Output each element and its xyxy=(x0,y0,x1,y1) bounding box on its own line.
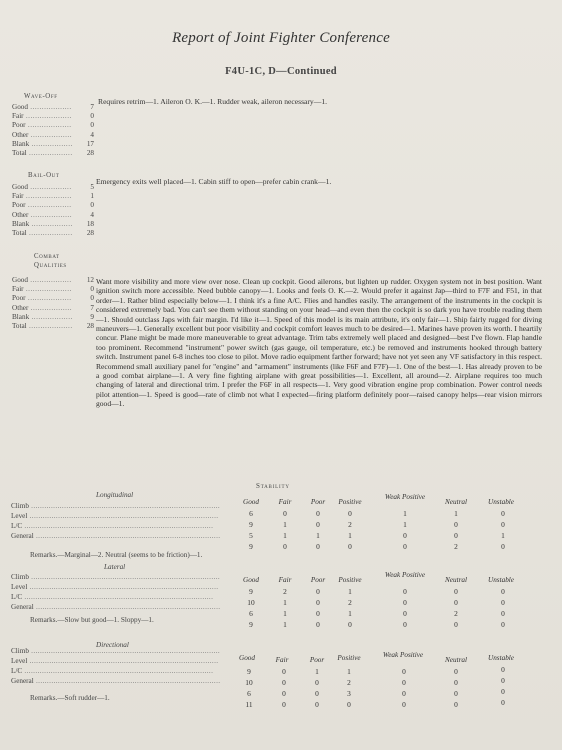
col-weak-positive: Weak Positive xyxy=(382,651,424,659)
longitudinal-heading: Longitudinal xyxy=(96,491,134,499)
stat-label: Poor ..... xyxy=(12,294,72,303)
stat-label: Good ..... xyxy=(12,103,72,112)
cell: 1 xyxy=(403,520,407,529)
stat-label: Blank ..... xyxy=(12,140,72,149)
cell: 0 xyxy=(316,542,320,551)
stat-value: 5 xyxy=(90,183,94,191)
col-fair: Fair xyxy=(278,498,292,506)
stat-label: Fair ..... xyxy=(12,285,72,294)
stat-value: 4 xyxy=(90,130,94,139)
cell: 9 xyxy=(249,620,253,629)
lateral-remark: Remarks.—Slow but good—1. Sloppy—1. xyxy=(30,616,154,624)
stat-value: 7 xyxy=(90,103,94,111)
long-row-lc: L/C ..... xyxy=(11,522,221,530)
cell: 0 xyxy=(315,689,319,698)
cell: 0 xyxy=(501,509,505,518)
cell: 0 xyxy=(501,676,505,685)
cell: 0 xyxy=(501,520,505,529)
stat-row xyxy=(12,211,94,220)
col-weak-positive: Weak Positive xyxy=(384,571,426,579)
longitudinal-remark: Remarks.—Marginal—2. Neutral (seems to be friction)—1. xyxy=(30,551,203,559)
stat-value: 28 xyxy=(86,148,94,157)
stat-label: Total ..... xyxy=(12,229,72,238)
stat-label: Blank ..... xyxy=(12,220,72,229)
dir-row-level: Level ..... xyxy=(11,657,221,665)
col-positive: Positive xyxy=(337,654,361,662)
combat-heading-line2: Qualities xyxy=(34,262,67,269)
stat-row xyxy=(12,276,94,285)
lat-row-lc: L/C ..... xyxy=(11,593,221,601)
cell: 0 xyxy=(316,609,320,618)
lat-row-level: Level ..... xyxy=(11,583,221,591)
stat-value: 12 xyxy=(86,276,94,284)
cell: 1 xyxy=(316,531,320,540)
stat-row xyxy=(12,183,94,192)
stat-row xyxy=(12,285,94,294)
stat-row xyxy=(12,229,94,238)
dir-row-climb: Climb ..... xyxy=(11,647,221,655)
cell: 0 xyxy=(454,689,458,698)
bail-out-remark: Emergency exits well placed—1. Cabin stiff to open—prefer cabin crank—1. xyxy=(96,177,332,186)
cell: 2 xyxy=(283,587,287,596)
cell: 0 xyxy=(454,598,458,607)
cell: 10 xyxy=(247,598,255,607)
stat-label: Blank ..... xyxy=(12,313,72,322)
stat-label: Poor ..... xyxy=(12,121,72,130)
cell: 0 xyxy=(501,620,505,629)
stat-value: 17 xyxy=(86,139,94,148)
stat-value: 0 xyxy=(90,112,94,121)
stat-value: 0 xyxy=(90,121,94,130)
col-good: Good xyxy=(239,654,255,662)
stat-value: 9 xyxy=(90,312,94,321)
cell: 0 xyxy=(403,598,407,607)
stat-value: 7 xyxy=(90,303,94,312)
cell: 2 xyxy=(348,520,352,529)
cell: 11 xyxy=(245,700,253,709)
col-unstable: Unstable xyxy=(488,576,514,584)
stat-label: Total ..... xyxy=(12,149,72,158)
lat-row-climb: Climb ..... xyxy=(11,573,221,581)
wave-off-stats xyxy=(12,103,94,158)
wave-off-heading: Wave-Off xyxy=(24,93,58,100)
cell: 1 xyxy=(283,609,287,618)
cell: 0 xyxy=(348,509,352,518)
cell: 0 xyxy=(501,587,505,596)
cell: 0 xyxy=(316,598,320,607)
bail-out-heading: Bail-Out xyxy=(28,172,60,179)
cell: 1 xyxy=(315,667,319,676)
col-fair: Fair xyxy=(278,576,292,584)
stat-row xyxy=(12,149,94,158)
stat-row xyxy=(12,322,94,331)
cell: 0 xyxy=(403,609,407,618)
stat-value: 0 xyxy=(90,294,94,303)
stat-label: Fair ..... xyxy=(12,112,72,121)
cell: 0 xyxy=(315,700,319,709)
cell: 0 xyxy=(454,700,458,709)
col-poor: Poor xyxy=(310,576,326,584)
cell: 1 xyxy=(348,609,352,618)
cell: 9 xyxy=(247,667,251,676)
cell: 0 xyxy=(454,678,458,687)
stat-label: Fair ..... xyxy=(12,192,72,201)
cell: 0 xyxy=(402,689,406,698)
long-row-general: General ..... xyxy=(11,532,221,540)
combat-stats xyxy=(12,276,94,331)
stat-label: Other ..... xyxy=(12,304,72,313)
cell: 0 xyxy=(454,531,458,540)
lateral-heading: Lateral xyxy=(104,563,126,571)
cell: 2 xyxy=(348,598,352,607)
stat-value: 0 xyxy=(90,285,94,294)
stat-value: 4 xyxy=(90,210,94,219)
cell: 0 xyxy=(315,678,319,687)
cell: 0 xyxy=(403,620,407,629)
stat-row xyxy=(12,121,94,130)
cell: 0 xyxy=(348,620,352,629)
stat-row xyxy=(12,294,94,303)
stat-label: Total ..... xyxy=(12,322,72,331)
col-poor: Poor xyxy=(309,656,325,664)
cell: 0 xyxy=(403,587,407,596)
bail-out-stats xyxy=(12,183,94,238)
cell: 1 xyxy=(403,509,407,518)
cell: 0 xyxy=(454,520,458,529)
stat-row xyxy=(12,201,94,210)
cell: 0 xyxy=(282,700,286,709)
cell: 0 xyxy=(501,598,505,607)
stat-row xyxy=(12,220,94,229)
cell: 0 xyxy=(283,542,287,551)
wave-off-remark: Requires retrim—1. Aileron O. K.—1. Rudder weak, aileron necessary—1. xyxy=(98,97,328,106)
stat-row xyxy=(12,192,94,201)
col-neutral: Neutral xyxy=(445,576,467,584)
stability-heading: Stability xyxy=(256,482,290,490)
cell: 6 xyxy=(249,609,253,618)
long-row-climb: Climb ..... xyxy=(11,502,221,510)
col-good: Good xyxy=(243,576,259,584)
cell: 0 xyxy=(454,620,458,629)
cell: 1 xyxy=(283,598,287,607)
cell: 1 xyxy=(454,509,458,518)
combat-heading-line1: Combat xyxy=(34,253,60,260)
cell: 0 xyxy=(402,678,406,687)
cell: 1 xyxy=(283,531,287,540)
col-poor: Poor xyxy=(310,498,326,506)
cell: 9 xyxy=(249,542,253,551)
cell: 1 xyxy=(348,531,352,540)
lat-row-general: General ..... xyxy=(11,603,221,611)
stat-row xyxy=(12,112,94,121)
cell: 1 xyxy=(501,531,505,540)
cell: 0 xyxy=(316,520,320,529)
col-neutral: Neutral xyxy=(445,656,467,664)
cell: 0 xyxy=(501,698,505,707)
stat-label: Good ..... xyxy=(12,183,72,192)
stat-value: 18 xyxy=(86,219,94,228)
long-row-level: Level ..... xyxy=(11,512,221,520)
cell: 0 xyxy=(316,587,320,596)
page-title: Report of Joint Fighter Conference xyxy=(172,30,390,46)
col-positive: Positive xyxy=(338,498,362,506)
cell: 0 xyxy=(501,542,505,551)
cell: 9 xyxy=(249,520,253,529)
cell: 0 xyxy=(282,689,286,698)
cell: 0 xyxy=(348,542,352,551)
cell: 2 xyxy=(347,678,351,687)
cell: 0 xyxy=(282,667,286,676)
cell: 1 xyxy=(348,587,352,596)
cell: 0 xyxy=(454,587,458,596)
cell: 0 xyxy=(316,620,320,629)
cell: 0 xyxy=(501,665,505,674)
cell: 0 xyxy=(454,667,458,676)
stat-row xyxy=(12,103,94,112)
stat-value: 28 xyxy=(86,228,94,237)
page-subtitle: F4U-1C, D—Continued xyxy=(225,66,337,77)
dir-row-lc: L/C ..... xyxy=(11,667,221,675)
cell: 2 xyxy=(454,609,458,618)
cell: 0 xyxy=(347,700,351,709)
col-weak-positive: Weak Positive xyxy=(384,493,426,501)
directional-heading: Directional xyxy=(96,641,129,649)
cell: 0 xyxy=(283,509,287,518)
stat-row xyxy=(12,304,94,313)
stat-value: 28 xyxy=(86,321,94,330)
cell: 5 xyxy=(249,531,253,540)
cell: 0 xyxy=(403,531,407,540)
stat-row xyxy=(12,131,94,140)
stat-label: Other ..... xyxy=(12,211,72,220)
col-unstable: Unstable xyxy=(488,498,514,506)
stat-label: Good ..... xyxy=(12,276,72,285)
cell: 6 xyxy=(249,509,253,518)
cell: 0 xyxy=(316,509,320,518)
col-neutral: Neutral xyxy=(445,498,467,506)
stat-value: 0 xyxy=(90,201,94,210)
cell: 1 xyxy=(283,620,287,629)
cell: 0 xyxy=(402,700,406,709)
directional-remark: Remarks.—Soft rudder—1. xyxy=(30,694,110,702)
cell: 0 xyxy=(402,667,406,676)
stat-label: Poor ..... xyxy=(12,201,72,210)
stat-label: Other ..... xyxy=(12,131,72,140)
col-positive: Positive xyxy=(338,576,362,584)
cell: 0 xyxy=(403,542,407,551)
cell: 3 xyxy=(347,689,351,698)
stat-row xyxy=(12,313,94,322)
dir-row-general: General ..... xyxy=(11,677,221,685)
cell: 0 xyxy=(501,687,505,696)
stat-row xyxy=(12,140,94,149)
cell: 0 xyxy=(282,678,286,687)
col-fair: Fair xyxy=(275,656,289,664)
cell: 2 xyxy=(454,542,458,551)
cell: 6 xyxy=(247,689,251,698)
cell: 1 xyxy=(347,667,351,676)
cell: 10 xyxy=(245,678,253,687)
col-good: Good xyxy=(243,498,259,506)
stat-value: 1 xyxy=(90,192,94,201)
cell: 0 xyxy=(501,609,505,618)
col-unstable: Unstable xyxy=(488,654,514,662)
combat-qualities-text: Want more visibility and more view over nose. Clean up cockpit. Good ailerons, but lighten up rudder. Oxygen system not in best position. Want ignition switch more accessible. Need bubble canopy—1. Looks and feels O. K.—2. Would prefer it against Jap—third to F7F and F51, in that order—1. Rather blind especially below—1. I think it's a fine A/C. Flies and handles easily. The arrangement of the instruments in the cockpit is considered extremely bad. You can't see them without standing on your head—and even then the cockpit is so dark you have trouble reading them—1. Should outclass Japs with fair margin. I'd like it—1. Speed of this model is its main attribute, it's only fair—1. Ship fairly rugged for diving maneuvers—1. Generally excellent but poor visibility and cockpit comfort leaves much to be desired—1. Marines have proven its worth. I heartily concur. Plane might be made more maneuverable to great advantage. Trim tabs extremely well placed and designed—best I've flown. Flap handle too prominent. Recommend "instrument" power switch (gas gauge, oil temperature, etc.) be removed and instruments hooked through battery switch. Instrument panel 6-8 inches too close to pilot. Move radio equipment farther forward; have not yet seen any VF satisfactory in this respect. Recommend small auxiliary panel for "engine" and "armament" instruments (like F6F and F7F)—1. One of the best—1. Has already proven to be a good combat airplane—1. A very fine fighting airplane with great possibilities—1. Excellent, all around—2. Airplane requires too much changing of lateral and directional trim. I prefer the F6F in all respects—1. Very good vibration engine prop combination. Power control needs pilot attention—1. Speed is good—rate of climb not what I expected—firing platform definitely poor—raised canopy helps—rear vision mirrors good—1. xyxy=(96,277,542,409)
cell: 1 xyxy=(283,520,287,529)
cell: 9 xyxy=(249,587,253,596)
